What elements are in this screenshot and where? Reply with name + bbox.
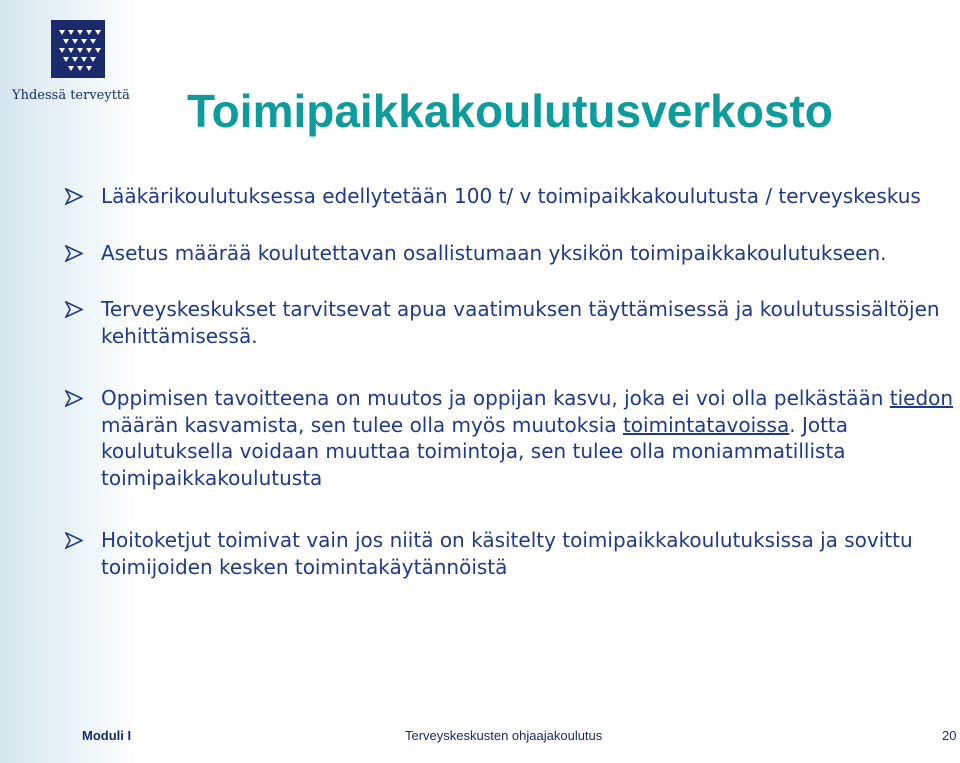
arrow-right-icon	[65, 245, 83, 262]
slide-title: Toimipaikkakoulutusverkosto	[187, 85, 833, 137]
bullet-text-part: määrän kasvamista, sen tulee olla myös muutoksia	[101, 412, 623, 437]
hyperlink-toimintatavoissa[interactable]: toimintatavoissa	[622, 412, 790, 437]
page-number: 20	[942, 728, 957, 743]
footer-module: Moduli I	[82, 728, 132, 743]
bullet-item	[64, 527, 954, 580]
hyperlink-tiedon[interactable]: tiedon	[889, 386, 954, 410]
bullet-item	[64, 385, 954, 491]
arrow-right-icon	[65, 390, 83, 407]
bullet-text: Terveyskeskukset tarvitsevat apua vaatimuksen täyttämisessä ja koulutussisältöjen kehittämisessä.	[101, 297, 940, 348]
arrow-right-icon	[65, 188, 83, 205]
triangle-grid-logo-icon	[51, 20, 105, 78]
bullet-text: Hoitoketjut toimivat vain jos niitä on käsitelty toimipaikkakoulutuksissa ja sovittu toimijoiden kesken toimintakäytännöistä	[101, 528, 913, 579]
arrow-right-icon	[65, 301, 83, 318]
bullet-text: Lääkärikoulutuksessa edellytetään 100 t/ v toimipaikkakoulutusta / terveyskeskus	[101, 184, 921, 208]
bullet-item	[64, 240, 954, 267]
arrow-right-icon	[65, 532, 83, 549]
bullet-item	[64, 296, 954, 349]
footer-course-name: Terveyskeskusten ohjaajakoulutus	[405, 728, 603, 743]
logo-text: Yhdessä terveyttä	[12, 88, 130, 103]
bullet-text-part: . Jotta koulutuksella voidaan muuttaa toimintoja, sen tulee olla moniammatillista toimipaikkakoulutusta	[101, 412, 849, 490]
bullet-list	[64, 183, 954, 580]
bullet-text-part: Oppimisen tavoitteena on muutos ja oppijan kasvu, joka ei voi olla pelkästään	[101, 386, 890, 410]
bullet-text: Asetus määrää koulutettavan osallistumaan yksikön toimipaikkakoulutukseen.	[101, 240, 887, 265]
bullet-item	[64, 183, 954, 210]
